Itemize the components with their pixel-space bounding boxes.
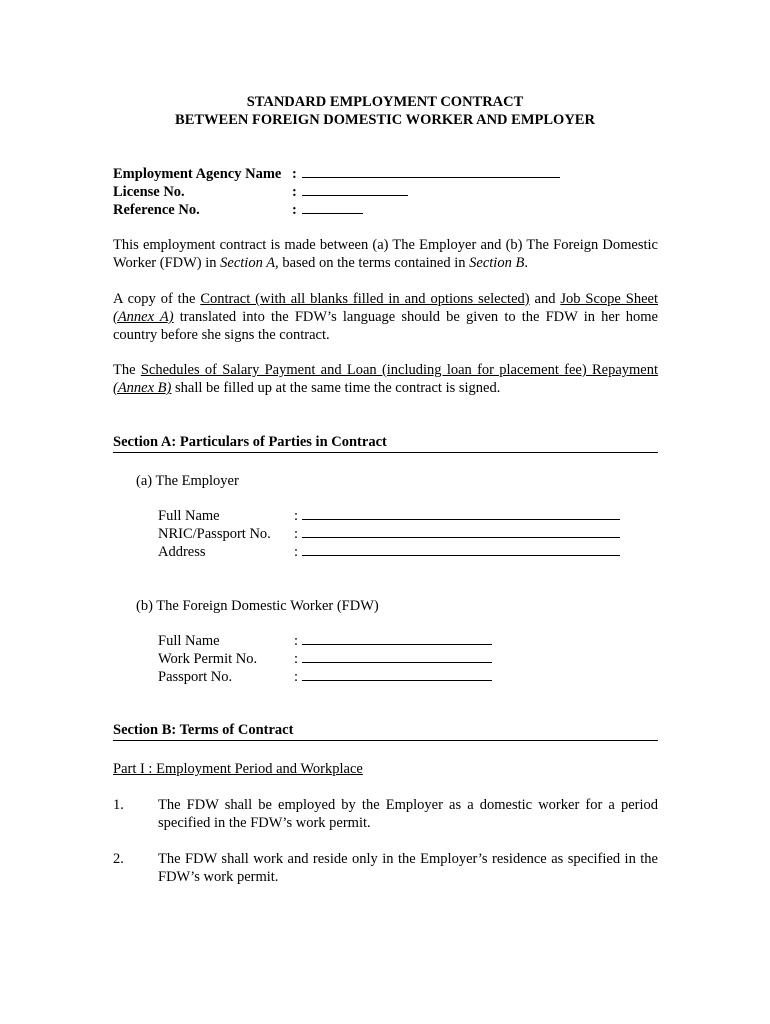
part1-heading: Part I : Employment Period and Workplace xyxy=(113,761,363,777)
clause-1-text: The FDW shall be employed by the Employer as a domestic worker for a period specified in the FDW’s work permit. xyxy=(158,797,658,831)
employer-address-field[interactable] xyxy=(302,543,620,561)
license-colon: : xyxy=(292,184,297,200)
intro-p2-text-a: A copy of the xyxy=(113,291,201,307)
agency-name-field[interactable] xyxy=(302,165,560,183)
clause-1-number: 1. xyxy=(113,797,124,813)
employer-full-name-colon: : xyxy=(294,508,299,524)
intro-p1-text-a: This employment contract is made between (a) The Employer and (b) The Foreign Domestic Worker (FDW) in xyxy=(113,237,658,271)
fdw-passport-field[interactable] xyxy=(302,668,492,686)
employer-full-name-field[interactable] xyxy=(302,507,620,525)
fdw-passport-colon: : xyxy=(294,669,299,685)
employer-heading: (a) The Employer xyxy=(136,473,239,489)
fdw-full-name-colon: : xyxy=(294,633,299,649)
intro-p1-section-a: Section A, xyxy=(220,255,279,271)
intro-paragraph-1 xyxy=(113,236,658,272)
intro-p1-section-b: Section B xyxy=(469,255,525,271)
section-a-rule xyxy=(113,452,658,453)
contract-title-line1: STANDARD EMPLOYMENT CONTRACT xyxy=(246,94,524,110)
employer-nric-field[interactable] xyxy=(302,525,620,543)
contract-title-line2: BETWEEN FOREIGN DOMESTIC WORKER AND EMPLOYER xyxy=(175,112,595,128)
license-label: License No. xyxy=(113,184,185,200)
agency-name-label: Employment Agency Name xyxy=(113,166,282,182)
employer-nric-label: NRIC/Passport No. xyxy=(158,526,271,542)
intro-p2-contract: Contract (with all blanks filled in and options selected) xyxy=(200,291,530,307)
intro-p1-end: . xyxy=(524,255,528,271)
intro-paragraph-2 xyxy=(113,290,658,344)
intro-p3-text-b: shall be filled up at the same time the contract is signed. xyxy=(171,380,501,396)
clause-2-text: The FDW shall work and reside only in the Employer’s residence as specified in the FDW’s work permit. xyxy=(158,851,658,885)
intro-p2-text-b: translated into the FDW’s language should be given to the FDW in her home country before she signs the contract. xyxy=(113,309,658,343)
intro-p2-annex: (Annex A) xyxy=(113,309,174,325)
fdw-passport-label: Passport No. xyxy=(158,669,233,685)
license-field[interactable] xyxy=(302,183,408,201)
section-b-heading: Section B: Terms of Contract xyxy=(113,722,294,738)
employer-address-label: Address xyxy=(158,544,206,560)
fdw-full-name-field[interactable] xyxy=(302,632,492,650)
intro-paragraph-3 xyxy=(113,361,658,397)
reference-field[interactable] xyxy=(302,201,363,219)
intro-p3-annex: (Annex B) xyxy=(113,380,172,396)
fdw-heading: (b) The Foreign Domestic Worker (FDW) xyxy=(136,598,379,614)
employer-full-name-label: Full Name xyxy=(158,508,220,524)
reference-label: Reference No. xyxy=(113,202,200,218)
employer-nric-colon: : xyxy=(294,526,299,542)
fdw-work-permit-field[interactable] xyxy=(302,650,492,668)
intro-p3-text-a: The xyxy=(113,362,141,378)
intro-p3-schedules: Schedules of Salary Payment and Loan (including loan for placement fee) Repayment xyxy=(140,362,658,378)
employer-address-colon: : xyxy=(294,544,299,560)
clause-2-number: 2. xyxy=(113,851,124,867)
section-a-heading: Section A: Particulars of Parties in Contract xyxy=(113,434,387,450)
fdw-work-permit-colon: : xyxy=(294,651,299,667)
agency-name-colon: : xyxy=(292,166,297,182)
intro-p2-jobscope: Job Scope Sheet xyxy=(560,291,659,307)
reference-colon: : xyxy=(292,202,297,218)
fdw-work-permit-label: Work Permit No. xyxy=(158,651,258,667)
section-b-rule xyxy=(113,740,658,741)
intro-p2-and: and xyxy=(529,291,561,307)
intro-p1-text-b: based on the terms contained in xyxy=(278,255,470,271)
fdw-full-name-label: Full Name xyxy=(158,633,220,649)
